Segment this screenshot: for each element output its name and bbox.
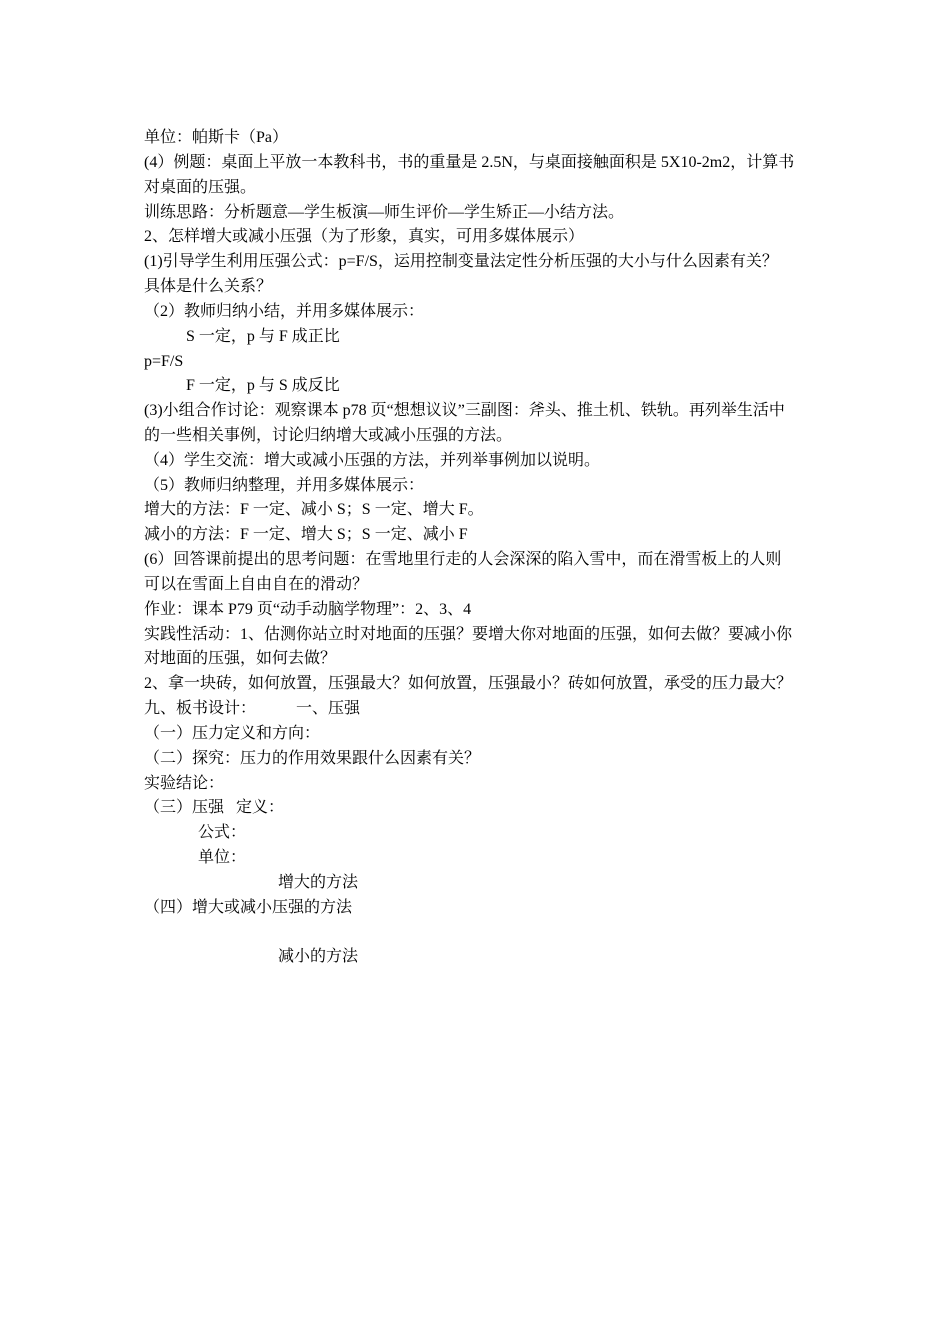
text-line: （二）探究：压力的作用效果跟什么因素有关？ [144,750,481,767]
text-line: （一）压力定义和方向： [144,725,321,742]
text-line: （四）增大或减小压强的方法 [144,899,353,916]
text-line: (1)引导学生利用压强公式：p=F/S，运用控制变量法定性分析压强的大小与什么因素有关？ [144,253,778,270]
text-line: 实验结论： [144,775,225,792]
text-line: (6）回答课前提出的思考问题：在雪地里行走的人会深深的陷入雪中，而在滑雪板上的人则 [144,551,782,568]
text-line: 具体是什么关系？ [144,278,273,295]
text-line: (4）例题：桌面上平放一本教科书，书的重量是 2.5N，与桌面接触面积是 5X10-2m2，计算书 [144,154,795,171]
text-line: （三）压强 定义： [144,799,285,816]
text-line: 单位：帕斯卡（Pa） [144,129,289,146]
text-line: 减小的方法：F 一定、增大 S；S 一定、减小 F [144,526,468,543]
formula-line: p=F/S [144,353,184,370]
text-line: (3)小组合作讨论：观察课本 p78 页“想想议议”三副图：斧头、推土机、铁轨。再列举生活中 [144,402,785,419]
text-line: 公式： [198,824,247,841]
text-line: 训练思路：分析题意—学生板演—师生评价—学生矫正—小结方法。 [144,204,625,221]
text-line: （2）教师归纳小结，并用多媒体展示： [144,303,425,320]
text-line: 对地面的压强，如何去做？ [144,650,337,667]
text-line: 增大的方法 [278,874,359,891]
text-line: 增大的方法：F 一定、减小 S；S 一定、增大 F。 [144,501,484,518]
text-line: （5）教师归纳整理，并用多媒体展示： [144,477,425,494]
text-line: 九、板书设计： 一、压强 [144,700,361,717]
text-line: （4）学生交流：增大或减小压强的方法，并列举事例加以说明。 [144,452,601,469]
text-line: 的一些相关事例，讨论归纳增大或减小压强的方法。 [144,427,513,444]
text-line: 实践性活动：1、估测你站立时对地面的压强？要增大你对地面的压强，如何去做？要减小你 [144,626,793,643]
text-line: S 一定，p 与 F 成正比 [186,328,340,345]
text-line: 减小的方法 [278,948,359,965]
text-line: 单位： [198,849,247,866]
text-line: 2、怎样增大或减小压强（为了形象，真实，可用多媒体展示） [144,228,585,245]
text-line: 可以在雪面上自由自在的滑动？ [144,576,369,593]
text-line: 对桌面的压强。 [144,179,257,196]
text-line: 作业：课本 P79 页“动手动脑学物理”：2、3、4 [144,601,472,618]
text-line: F 一定，p 与 S 成反比 [186,377,340,394]
text-line: 2、拿一块砖，如何放置，压强最大？如何放置，压强最小？砖如何放置，承受的压力最大？ [144,675,793,692]
